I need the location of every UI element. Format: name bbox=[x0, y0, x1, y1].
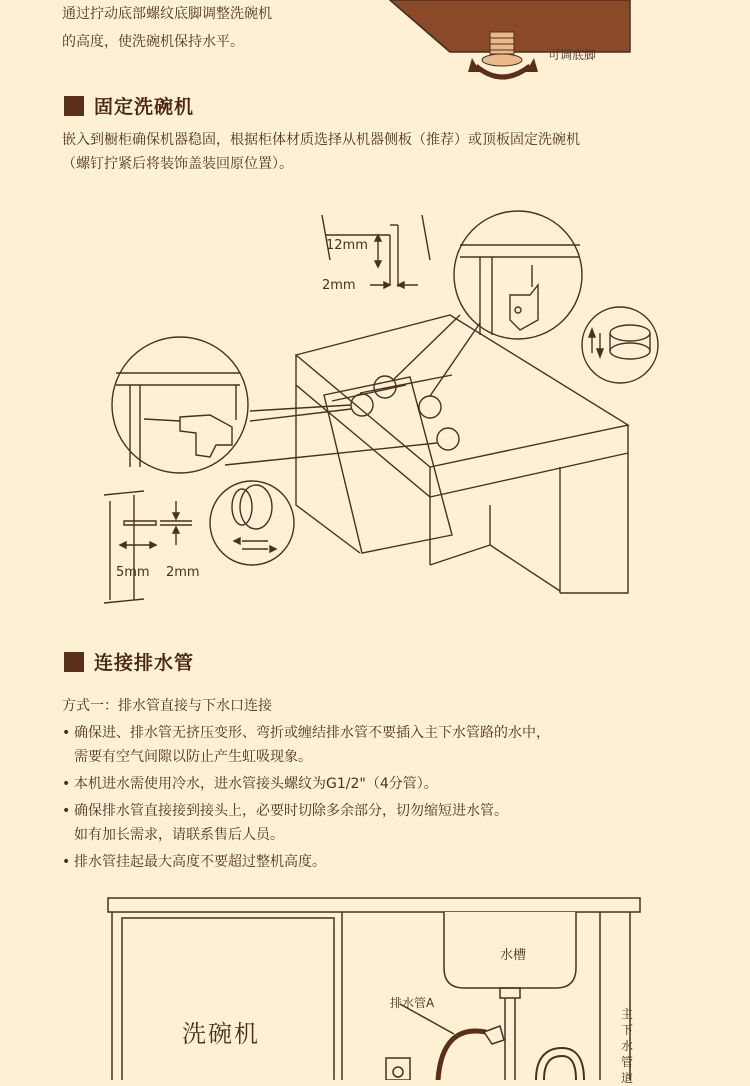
section-title-fix: 固定洗碗机 bbox=[94, 96, 195, 118]
foot-label: 可调底脚 bbox=[548, 48, 597, 62]
countertop bbox=[108, 898, 640, 912]
foot-pad bbox=[482, 54, 522, 66]
sink-drain-outlet bbox=[500, 988, 520, 998]
cover-cap-zoom-side bbox=[210, 481, 294, 565]
side-screw-zoom bbox=[112, 337, 248, 473]
heading-square-icon bbox=[64, 96, 84, 116]
cabinet-drawing bbox=[225, 315, 628, 593]
drain-pipe-a bbox=[438, 1031, 486, 1080]
dim-top-gap: 12mm bbox=[326, 238, 368, 253]
dim-side-gap: 5mm bbox=[116, 565, 150, 580]
section-title-drain: 连接排水管 bbox=[94, 652, 195, 674]
installation-diagram bbox=[100, 205, 660, 615]
section-heading-fix bbox=[64, 92, 194, 119]
foot-screw-thread bbox=[490, 32, 514, 54]
dim-top-side: 2mm bbox=[322, 278, 356, 293]
section-heading-drain bbox=[64, 648, 194, 675]
bullet-item: • 确保进、排水管无挤压变形、弯折或缠结排水管不要插入主下水管路的水中， 需要有空气间隙以防止产生虹吸现象。 bbox=[62, 721, 722, 769]
top-screw-zoom bbox=[454, 211, 582, 339]
drain-instructions bbox=[62, 694, 722, 874]
cover-cap-zoom-top bbox=[582, 307, 658, 383]
dim-side-side: 2mm bbox=[166, 565, 200, 580]
heading-square-icon bbox=[64, 652, 84, 672]
fix-description bbox=[62, 128, 722, 176]
fix-line-2: （螺钉拧紧后将装饰盖装回原位置）。 bbox=[62, 156, 293, 172]
intro-text bbox=[62, 0, 272, 56]
dishwasher-body bbox=[122, 918, 334, 1080]
bullet-item: • 排水管挂起最大高度不要超过整机高度。 bbox=[62, 850, 722, 874]
dishwasher-label: 洗碗机 bbox=[182, 1020, 260, 1048]
drain-connection-diagram bbox=[100, 892, 660, 1080]
intro-line-2: 的高度，使洗碗机保持水平。 bbox=[62, 34, 244, 50]
drain-pipe-label: 排水管A bbox=[390, 996, 435, 1010]
adjustable-foot-illustration bbox=[380, 0, 640, 95]
pipe-connector bbox=[484, 1026, 504, 1044]
intro-line-1: 通过拧动底部螺纹底脚调整洗碗机 bbox=[62, 6, 272, 22]
main-pipe-label: 主 下 水 管 道 bbox=[620, 1007, 633, 1085]
bullet-item: • 本机进水需使用冷水，进水管接头螺纹为G1/2"（4分管）。 bbox=[62, 772, 722, 796]
sink-label: 水槽 bbox=[500, 948, 527, 963]
drain-method: 方式一：排水管直接与下水口连接 bbox=[62, 698, 272, 714]
side-gap-detail bbox=[104, 491, 192, 603]
fix-line-1: 嵌入到橱柜确保机器稳固，根据柜体材质选择从机器侧板（推荐）或顶板固定洗碗机 bbox=[62, 132, 580, 148]
bullet-item: • 确保排水管直接接到接头上，必要时切除多余部分，切勿缩短进水管。 如有加长需求，请联系售后人员。 bbox=[62, 799, 722, 847]
rotate-arrow bbox=[476, 66, 530, 77]
